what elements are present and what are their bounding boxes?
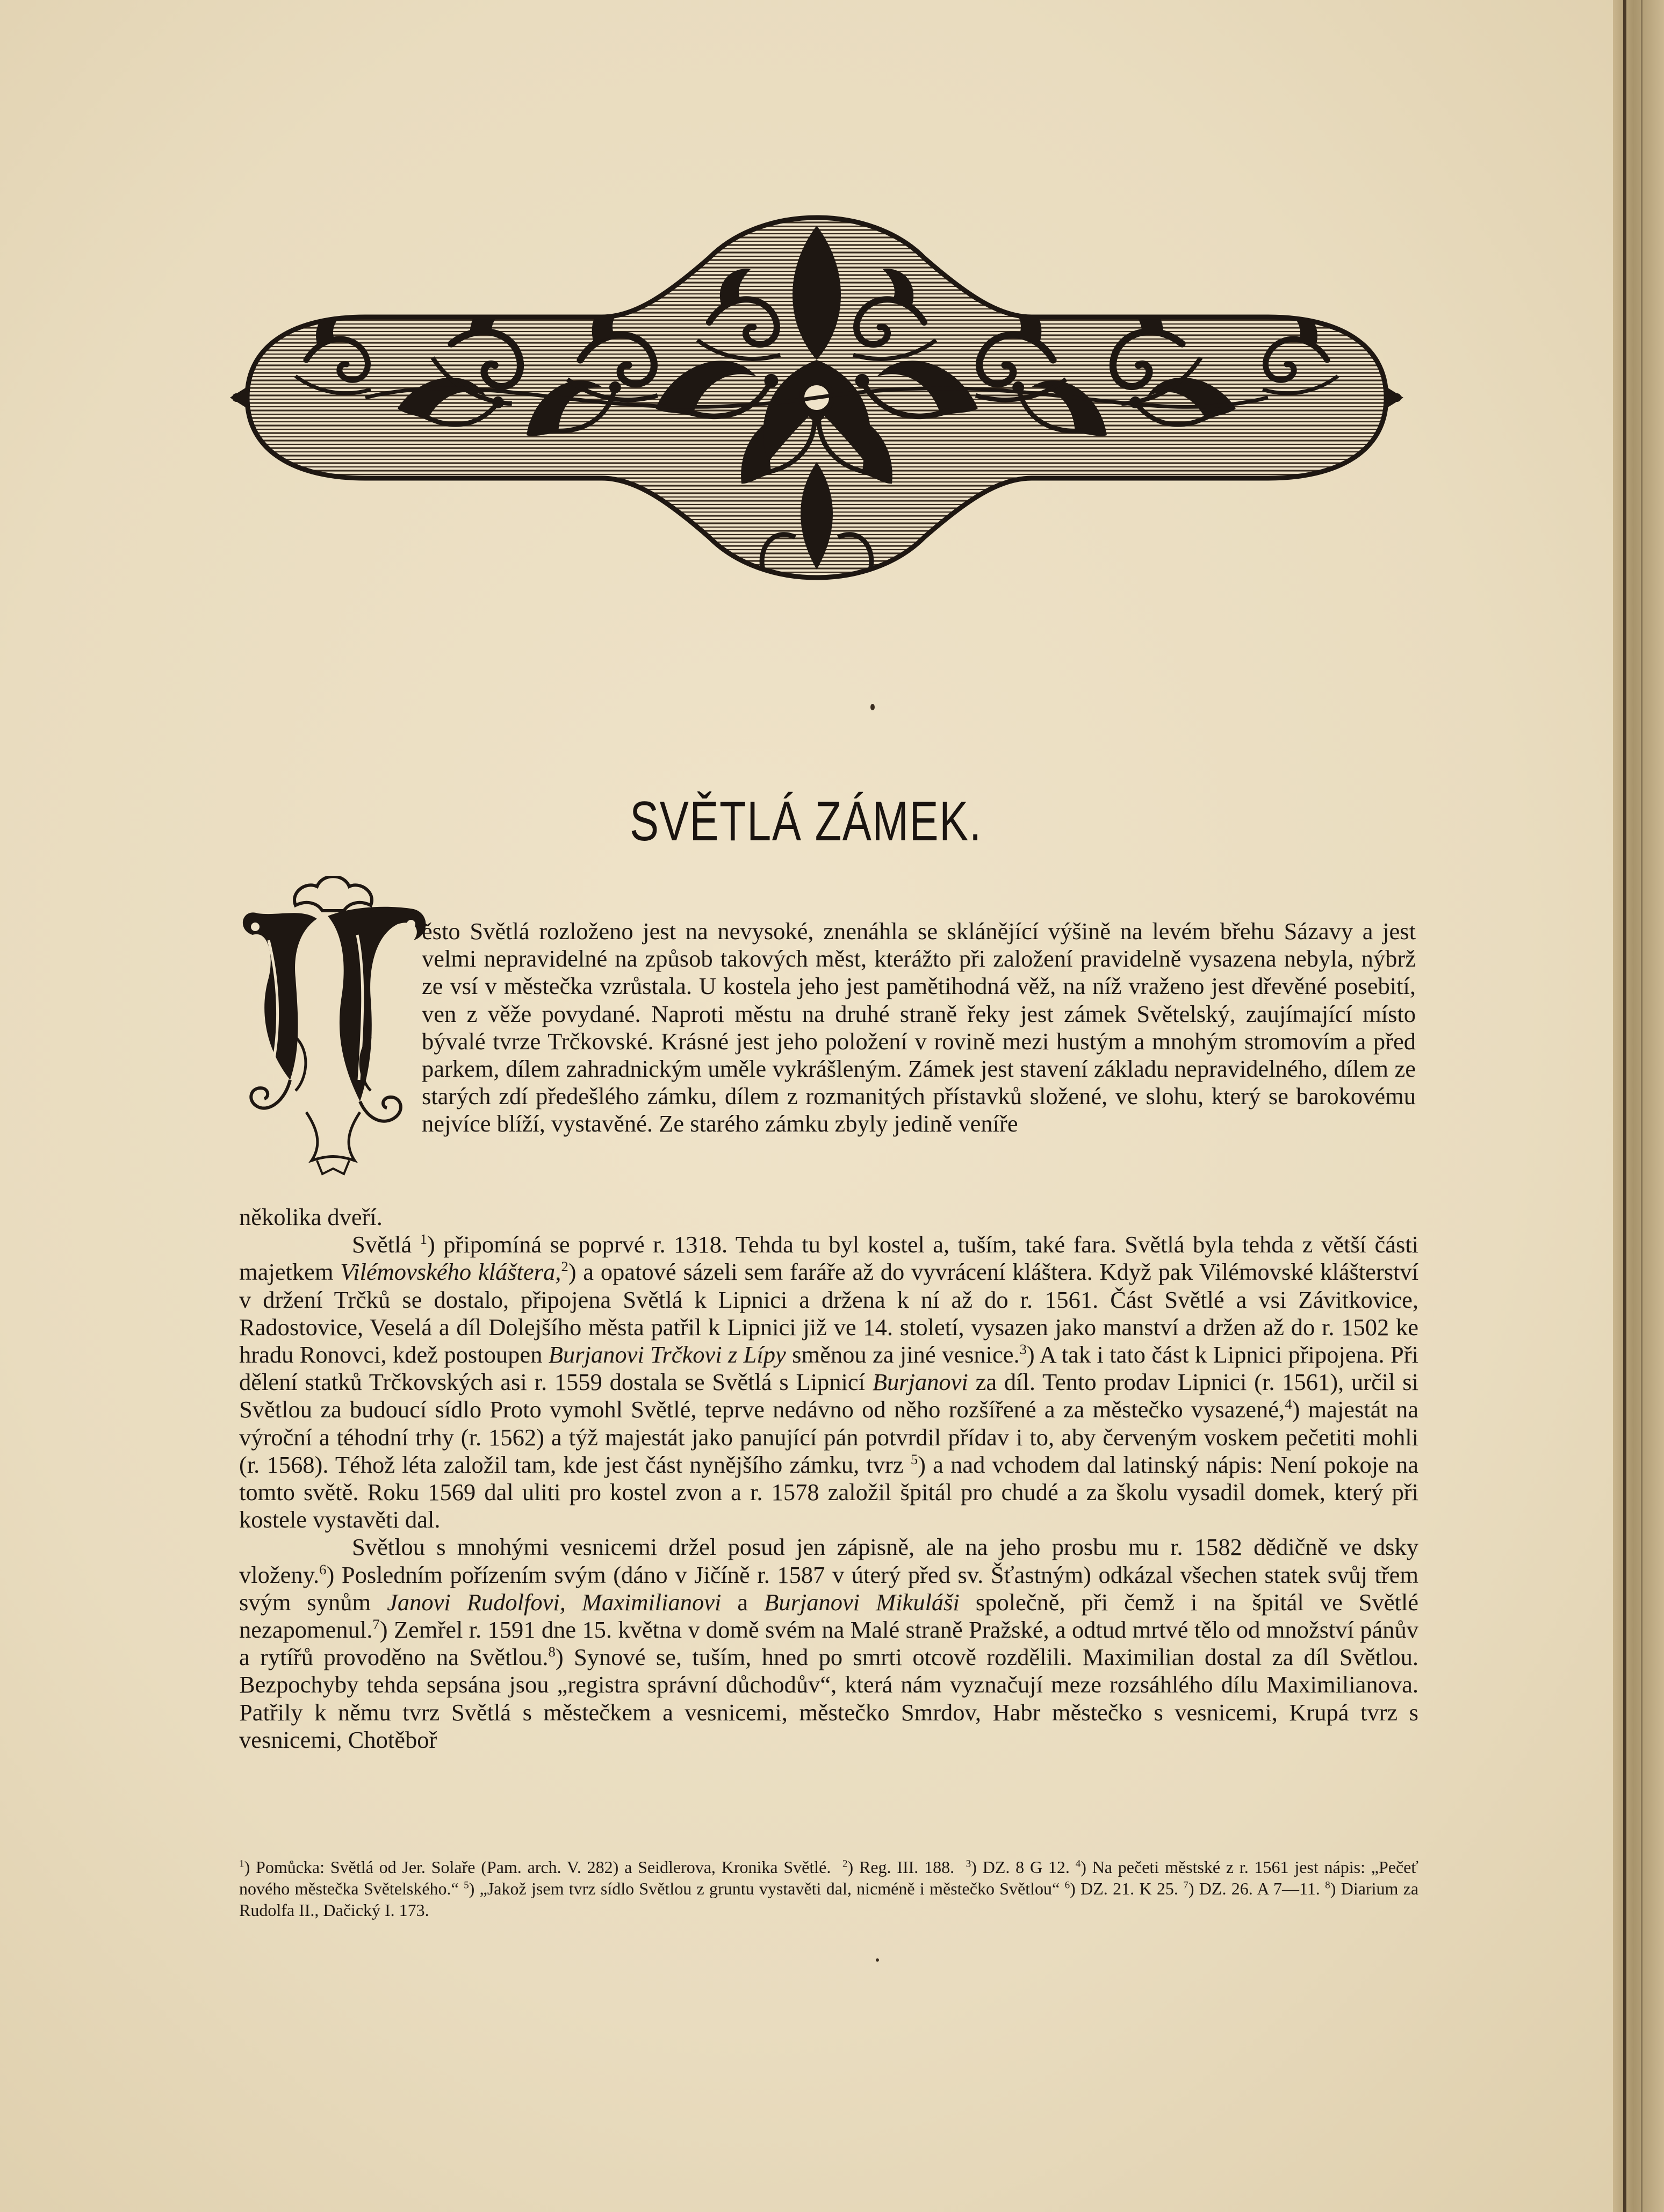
text-run: Světlá	[352, 1231, 420, 1258]
text-run: za díl. Tento prodav Lipnici (r. 1561), určil si Světlou za budoucí sídlo Proto vymohl Světlé, teprve nedávno od něho rozšířené a za městečko vysazené,	[239, 1368, 1418, 1423]
footnote-marker: 7	[1183, 1879, 1188, 1891]
footnote-3: ) DZ. 8 G 12.	[971, 1857, 1070, 1877]
ink-speck	[876, 1958, 879, 1962]
book-spine	[1613, 0, 1664, 2212]
text-run: ) Synové se, tuším, hned po smrti otcově rozdělili. Maximilian dostal za díl Světlou. Bezpochyby tehda sepsána jsou „registra správní důchodův“, která nám vyznačují meze rozsáhlého dílu Maximilianova. Patřily k němu tvrz Světlá s městečkem a vesnicemi, městečko Smrdov, Habr městečko s vesnicemi, Krupá tvrz s vesnicemi, Chotěboř	[239, 1644, 1418, 1753]
text-run: ) majestát na výroční a téhodní trhy (r. 1562) a týž majestát jako panující pán potvrdil přídav i to, aby červeným voskem pečetiti mohli (r. 1568). Téhož léta založil tam, kde jest část nynějšího zámku, tvrz	[239, 1396, 1418, 1478]
italic-run: Burjanovi Trčkovi z Lípy	[548, 1341, 786, 1368]
footnote-4: ) Na pečeti městské z r. 1561 jest nápis: „Pečeť nového městečka Světelského.“	[239, 1857, 1419, 1898]
paragraph-2	[239, 1231, 1418, 1533]
text-run: ) Posledním pořízením svým (dáno v Jičíně r. 1587 v úterý před sv. Šťastným) odkázal všechen statek svůj třem svým synům	[239, 1561, 1418, 1616]
footnote-marker: 3	[966, 1858, 971, 1870]
ink-speck	[870, 704, 875, 710]
footnote-7: ) DZ. 26. A 7—11.	[1188, 1879, 1320, 1898]
footnote-marker: 5	[464, 1879, 469, 1891]
text-run: směnou za jiné vesnice.	[786, 1341, 1020, 1368]
footnote-marker: 4	[1075, 1858, 1081, 1870]
italic-run: Vilémovského kláštera,	[340, 1258, 561, 1286]
spine-edge-line	[1623, 0, 1626, 2212]
text-run: a	[721, 1588, 765, 1616]
footnote-marker: 5	[910, 1451, 918, 1467]
footnotes	[239, 1856, 1418, 1921]
footnote-marker: 2	[842, 1858, 848, 1870]
footnote-marker: 7	[372, 1616, 380, 1633]
footnote-marker: 1	[239, 1858, 244, 1870]
footnote-marker: 8	[1325, 1879, 1330, 1891]
footnote-marker: 6	[1064, 1879, 1070, 1891]
footnote-marker: 6	[319, 1561, 327, 1577]
decorated-initial-m-icon	[236, 876, 430, 1177]
footnote-line	[239, 1856, 1418, 1921]
footnote-1: ) Pomůcka: Světlá od Jer. Solaře (Pam. arch. V. 282) a Seidlerova, Kronika Světlé.	[244, 1857, 831, 1877]
footnote-marker: 3	[1019, 1341, 1027, 1358]
italic-run: Burjanovi	[872, 1368, 968, 1396]
footnote-5: ) „Jakož jsem tvrz sídlo Světlou z gruntu vystavěti dal, nicméně i městečko Světlou“	[469, 1879, 1060, 1898]
arabesque-headpiece-ornament	[226, 183, 1408, 618]
page-title: SVĚTLÁ ZÁMEK.	[630, 790, 982, 853]
text-run: společně, při čemž i na špitál ve Světlé nezapomenul.	[239, 1588, 1418, 1644]
text-run: ) připomíná se poprvé r. 1318. Tehda tu byl kostel a, tuším, také fara. Světlá byla tehda z větší části majetkem	[239, 1231, 1418, 1286]
italic-run: Janovi Rudolfovi, Maximilianovi	[387, 1588, 722, 1616]
footnote-marker: 8	[548, 1644, 556, 1660]
lead-paragraph-tail: několika dveří.	[239, 1204, 383, 1230]
italic-run: Burjanovi Mikuláši	[764, 1588, 960, 1616]
text-run: ) a opatové sázeli sem faráře až do vyvrácení kláštera. Když pak Vilémovské klášterství v držení Trčků se dostalo, připojena Světlá k Lipnici a držena k ní až do r. 1561. Část Světlé a vsi Závitkovice, Radostovice, Veselá a díl Dolejšího města patřil k Lipnici již ve 14. století, vysazen jako manství a držen až do r. 1502 ke hradu Ronovci, kdež postoupen	[239, 1258, 1418, 1368]
text-run: ) a nad vchodem dal latinský nápis: Není pokoje na tomto světě. Roku 1569 dal uliti pro kostel zvon a r. 1578 založil špitál pro chudé a za školu vysadil domek, který při kostele vystavěti dal.	[239, 1451, 1419, 1533]
footnote-marker: 2	[561, 1258, 568, 1275]
text-run: Světlou s mnohými vesnicemi držel posud jen zápisně, ale na jeho prosbu mu r. 1582 dědičně ve dsky vloženy.	[239, 1533, 1418, 1588]
footnote-marker: 4	[1285, 1396, 1292, 1413]
text-run: ) A tak i tato část k Lipnici připojena. Při dělení statků Trčkovských asi r. 1559 dostala se Světlá s Lipnicí	[239, 1341, 1418, 1396]
footnote-8: ) Diarium za Rudolfa II., Dačický I. 173.	[239, 1879, 1419, 1920]
footnote-marker: 1	[420, 1231, 427, 1248]
lead-paragraph	[422, 918, 1416, 1138]
text-run: ) Zemřel r. 1591 dne 15. května v domě svém na Malé straně Pražské, a odtud mrtvé tělo od množství pánův a rytířů provoděno na Světlou.	[239, 1616, 1418, 1671]
paragraph-3	[239, 1533, 1418, 1754]
spine-edge-line	[1641, 0, 1643, 2212]
body-text	[239, 1204, 1418, 1754]
footnote-6: ) DZ. 21. K 25.	[1070, 1879, 1178, 1898]
lead-paragraph-text: ěsto Světlá rozloženo jest na nevysoké, znenáhla se sklánějící výšině na levém břehu Sázavy a jest velmi nepravidelné na způsob takových měst, kterážto při založení pravidelně vysazena nebyla, nýbrž ze vsí v městečka vzrůstala. U kostela jeho jest pamětihodná věž, na níž vraženo jest dřevěné posebití, ven z věže povydané. Naproti městu na druhé straně řeky jest zámek Světelský, zaujímající místo bývalé tvrze Trčkovské. Krásné jest jeho položení v rovině mezi hustým a mnohým stromovím a před parkem, dílem zahradnickým uměle vykrášleným. Zámek jest stavení základu nepravidelného, dílem ze starých zdí předešlého zámku, dílem z rozmanitých přístavků složené, ve slohu, který se barokovému nejvíce blíží, vystavěné. Ze starého zámku zbyly jedině veníře	[422, 918, 1416, 1137]
footnote-2: ) Reg. III. 188.	[847, 1857, 955, 1877]
